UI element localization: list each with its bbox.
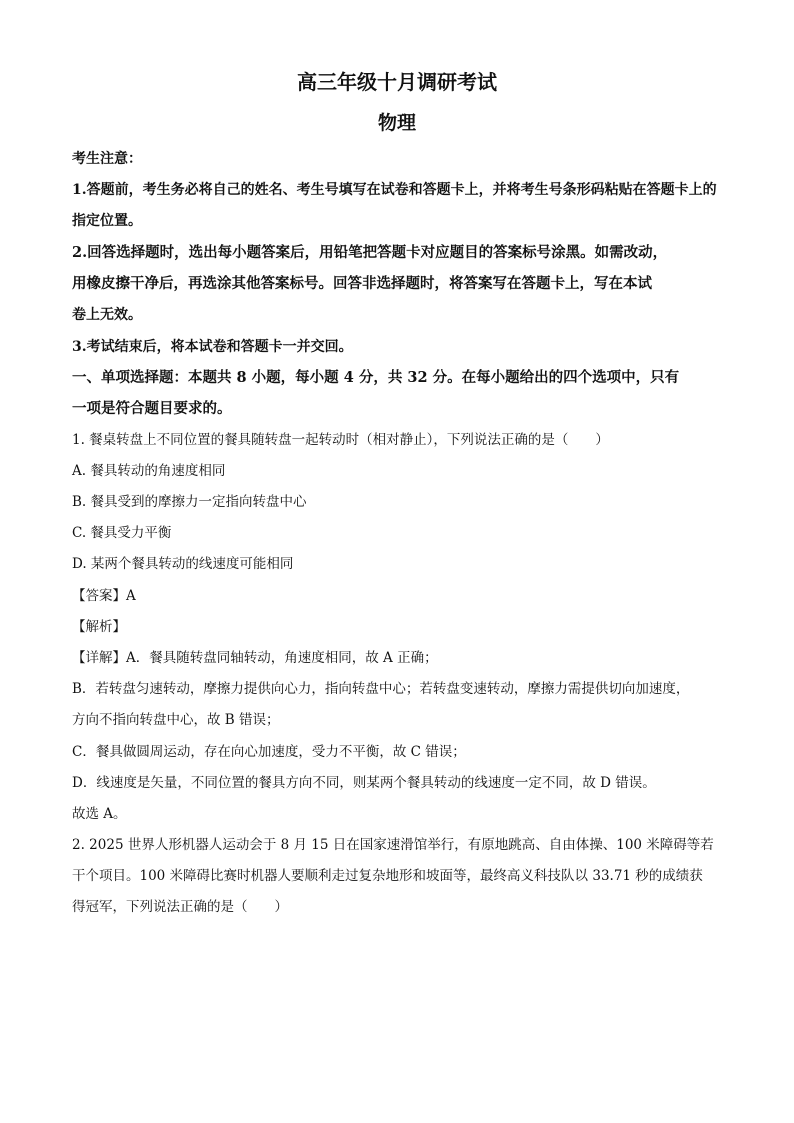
- notice-heading: 考生注意：: [72, 151, 142, 167]
- notice-line: 用橡皮擦干净后，再选涂其他答案标号。回答非选择题时，将答案写在答题卡上，写在本试: [72, 275, 652, 292]
- notice-line: 2.回答选择题时，选出每小题答案后，用铅笔把答题卡对应题目的答案标号涂黑。如需改动，: [72, 244, 668, 261]
- detail-line: C．餐具做圆周运动，存在向心加速度，受力不平衡，故 C 错误；: [72, 744, 466, 760]
- detail-line: 方向不指向转盘中心，故 B 错误；: [72, 712, 280, 728]
- subject-title: 物理: [377, 112, 416, 134]
- section-heading: 一、单项选择题：本题共 8 小题，每小题 4 分，共 32 分。在每小题给出的四个选项中，只有: [72, 369, 680, 386]
- notice-line: 指定位置。: [72, 213, 142, 229]
- question-2-stem: 干个项目。100 米障碍比赛时机器人要顺利走过复杂地形和坡面等，最终高义科技队以 33.71 秒的成绩获: [72, 868, 703, 884]
- detail-line: [72, 649, 438, 667]
- question-2-stem: 得冠军，下列说法正确的是（ ）: [72, 899, 288, 915]
- detail-text: A．餐具随转盘同轴转动，角速度相同，故 A 正确；: [126, 650, 438, 666]
- detail-line: D．线速度是矢量，不同位置的餐具方向不同，则某两个餐具转动的线速度一定不同，故 D 错误。: [72, 775, 656, 791]
- notice-line: 3.考试结束后，将本试卷和答题卡一并交回。: [72, 339, 353, 355]
- section-heading: 一项是符合题目要求的。: [72, 400, 232, 417]
- answer-label: 【答案】: [72, 588, 126, 604]
- question-1-stem: 1. 餐桌转盘上不同位置的餐具随转盘一起转动时（相对静止），下列说法正确的是（ ）: [72, 432, 609, 448]
- question-1-option-d: D. 某两个餐具转动的线速度可能相同: [72, 556, 294, 572]
- question-1-option-b: B. 餐具受到的摩擦力一定指向转盘中心: [72, 494, 307, 510]
- question-1-option-c: C. 餐具受力平衡: [72, 525, 172, 541]
- notice-line: 1.答题前，考生务必将自己的姓名、考生号填写在试卷和答题卡上，并将考生号条形码粘贴在答题卡上的: [72, 182, 717, 198]
- analysis-label: 【解析】: [72, 619, 126, 635]
- exam-title: 高三年级十月调研考试: [297, 70, 497, 94]
- detail-label: 【详解】: [72, 650, 126, 666]
- detail-line: 故选 A。: [72, 806, 127, 822]
- answer-value: A: [126, 588, 136, 604]
- question-2-stem: 2. 2025 世界人形机器人运动会于 8 月 15 日在国家速滑馆举行，有原地跳高、自由体操、100 米障碍等若: [72, 837, 714, 853]
- notice-line: 卷上无效。: [72, 307, 142, 323]
- detail-line: B．若转盘匀速转动，摩擦力提供向心力，指向转盘中心；若转盘变速转动，摩擦力需提供切向加速度，: [72, 681, 690, 697]
- question-1-option-a: A. 餐具转动的角速度相同: [72, 463, 226, 479]
- answer-line: [72, 587, 136, 605]
